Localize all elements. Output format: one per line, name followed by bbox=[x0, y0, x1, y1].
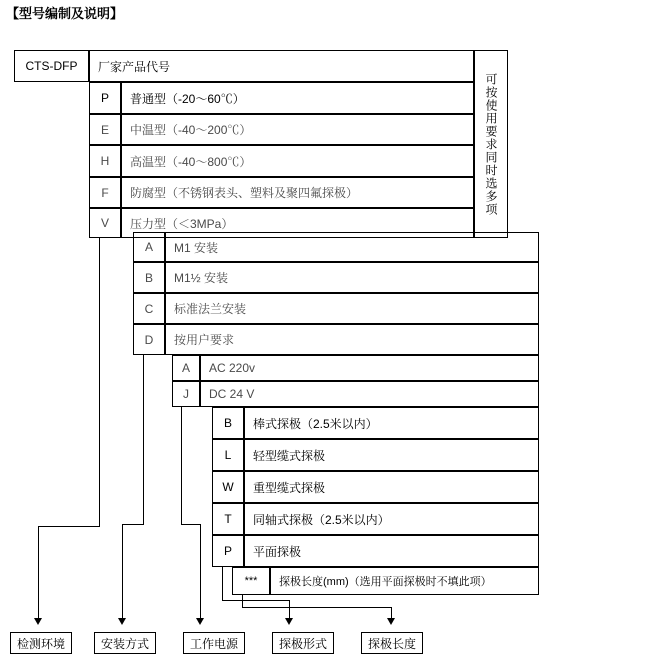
connector-arrow-2 bbox=[118, 618, 126, 625]
temperature-desc-cell-0 bbox=[121, 82, 474, 114]
legend-label-3: 探极形式 bbox=[278, 636, 327, 651]
legend-box-1 bbox=[94, 632, 156, 654]
probe-code-cell-3 bbox=[212, 503, 244, 535]
mounting-desc-label-0: M1 安装 bbox=[174, 240, 219, 255]
mounting-desc-label-3: 按用户要求 bbox=[174, 333, 235, 347]
connector-line-3-v bbox=[181, 407, 182, 524]
probe-code-cell-2 bbox=[212, 471, 244, 503]
probe-code-label-5: *** bbox=[244, 575, 258, 587]
connector-arrow-4 bbox=[285, 618, 293, 625]
probe-code-cell-5 bbox=[232, 567, 270, 595]
connector-line-4-h bbox=[222, 600, 290, 601]
power-desc-label-0: AC 220v bbox=[209, 361, 256, 375]
legend-box-4 bbox=[361, 632, 423, 654]
legend-label-2: 工作电源 bbox=[189, 636, 238, 651]
temperature-desc-cell-1 bbox=[121, 114, 474, 145]
temperature-code-label-2: H bbox=[100, 154, 110, 168]
probe-desc-cell-1 bbox=[244, 439, 539, 471]
connector-line-2-drop bbox=[122, 524, 123, 622]
temperature-desc-label-3: 防腐型（不锈钢表头、塑料及聚四氟探极） bbox=[130, 186, 359, 200]
mounting-code-cell-1 bbox=[133, 262, 165, 293]
right-note-box bbox=[474, 50, 508, 238]
mounting-desc-label-2: 标准法兰安装 bbox=[174, 302, 247, 316]
prefix-desc-label: 厂家产品代号 bbox=[98, 59, 171, 74]
power-desc-label-1: DC 24 V bbox=[209, 387, 255, 401]
probe-code-label-2: W bbox=[222, 480, 234, 494]
mounting-desc-cell-2 bbox=[165, 293, 539, 324]
probe-desc-cell-4 bbox=[244, 535, 539, 567]
connector-arrow-3 bbox=[196, 618, 204, 625]
mounting-code-cell-2 bbox=[133, 293, 165, 324]
mounting-code-cell-3 bbox=[133, 324, 165, 355]
probe-desc-cell-3 bbox=[244, 503, 539, 535]
power-code-cell-0 bbox=[172, 355, 200, 381]
temperature-desc-cell-3 bbox=[121, 177, 474, 208]
mounting-desc-label-1: M1½ 安装 bbox=[174, 271, 229, 285]
temperature-code-label-1: E bbox=[100, 122, 109, 137]
legend-label-1: 安装方式 bbox=[100, 636, 149, 651]
probe-desc-label-0: 棒式探极（2.5米以内） bbox=[253, 416, 378, 431]
temperature-code-label-3: F bbox=[101, 185, 109, 200]
legend-box-0 bbox=[10, 632, 72, 654]
connector-line-2-v bbox=[143, 355, 144, 524]
probe-desc-cell-2 bbox=[244, 471, 539, 503]
legend-label-4: 探极长度 bbox=[367, 636, 416, 651]
probe-desc-label-3: 同轴式探极（2.5米以内） bbox=[253, 512, 390, 527]
temperature-code-label-0: P bbox=[100, 91, 109, 105]
connector-line-1-h bbox=[38, 526, 100, 527]
probe-desc-label-4: 平面探极 bbox=[253, 544, 302, 559]
connector-arrow-5 bbox=[387, 618, 395, 625]
probe-code-label-1: L bbox=[224, 448, 232, 462]
prefix-code-cell bbox=[14, 50, 89, 82]
temperature-desc-cell-2 bbox=[121, 145, 474, 177]
page-title: 【型号编制及说明】 bbox=[6, 6, 124, 21]
right-note-label: 可按使用要求同时选多项 bbox=[484, 72, 498, 216]
power-desc-cell-0 bbox=[200, 355, 539, 381]
mounting-code-label-1: B bbox=[144, 270, 153, 285]
mounting-code-label-0: A bbox=[144, 240, 153, 254]
mounting-code-label-2: C bbox=[144, 301, 154, 316]
probe-desc-label-5: 探极长度(mm)（选用平面探极时不填此项） bbox=[279, 576, 492, 588]
mounting-desc-cell-1 bbox=[165, 262, 539, 293]
connector-line-1-v bbox=[99, 238, 100, 526]
connector-line-5-h bbox=[242, 607, 392, 608]
probe-code-label-4: P bbox=[223, 544, 232, 558]
mounting-desc-cell-0 bbox=[165, 232, 539, 262]
probe-code-cell-4 bbox=[212, 535, 244, 567]
connector-arrow-1 bbox=[34, 618, 42, 625]
temperature-desc-label-4: 压力型（＜3MPa） bbox=[130, 216, 234, 231]
temperature-desc-label-0: 普通型（-20～60℃） bbox=[130, 91, 245, 106]
power-code-cell-1 bbox=[172, 381, 200, 407]
mounting-code-cell-0 bbox=[133, 232, 165, 262]
probe-desc-cell-0 bbox=[244, 407, 539, 439]
probe-code-cell-1 bbox=[212, 439, 244, 471]
prefix-code-label: CTS-DFP bbox=[25, 59, 78, 73]
mounting-code-label-3: D bbox=[144, 332, 154, 347]
connector-line-4-v bbox=[222, 567, 223, 600]
connector-line-1-drop bbox=[38, 526, 39, 622]
connector-line-2-h bbox=[122, 524, 144, 525]
probe-code-label-0: B bbox=[223, 416, 232, 430]
probe-desc-label-1: 轻型缆式探极 bbox=[253, 448, 326, 463]
temperature-code-cell-1 bbox=[89, 114, 121, 145]
power-desc-cell-1 bbox=[200, 381, 539, 407]
connector-line-3-h bbox=[181, 524, 201, 525]
mounting-desc-cell-3 bbox=[165, 324, 539, 355]
probe-desc-label-2: 重型缆式探极 bbox=[253, 480, 326, 495]
power-code-label-1: J bbox=[183, 387, 189, 401]
temperature-code-cell-2 bbox=[89, 145, 121, 177]
legend-box-2 bbox=[183, 632, 245, 654]
power-code-label-0: A bbox=[181, 361, 190, 375]
legend-box-3 bbox=[272, 632, 334, 654]
legend-label-0: 检测环境 bbox=[16, 636, 65, 651]
temperature-code-cell-4 bbox=[89, 208, 121, 238]
temperature-desc-label-1: 中温型（-40～200℃） bbox=[130, 123, 252, 137]
connector-line-3-drop bbox=[200, 524, 201, 622]
probe-code-cell-0 bbox=[212, 407, 244, 439]
temperature-code-label-4: V bbox=[100, 216, 109, 230]
temperature-code-cell-0 bbox=[89, 82, 121, 114]
probe-desc-cell-5 bbox=[270, 567, 539, 595]
temperature-code-cell-3 bbox=[89, 177, 121, 208]
temperature-desc-label-2: 高温型（-40～800℃） bbox=[130, 154, 252, 169]
prefix-desc-cell bbox=[89, 50, 474, 82]
probe-code-label-3: T bbox=[224, 512, 232, 526]
